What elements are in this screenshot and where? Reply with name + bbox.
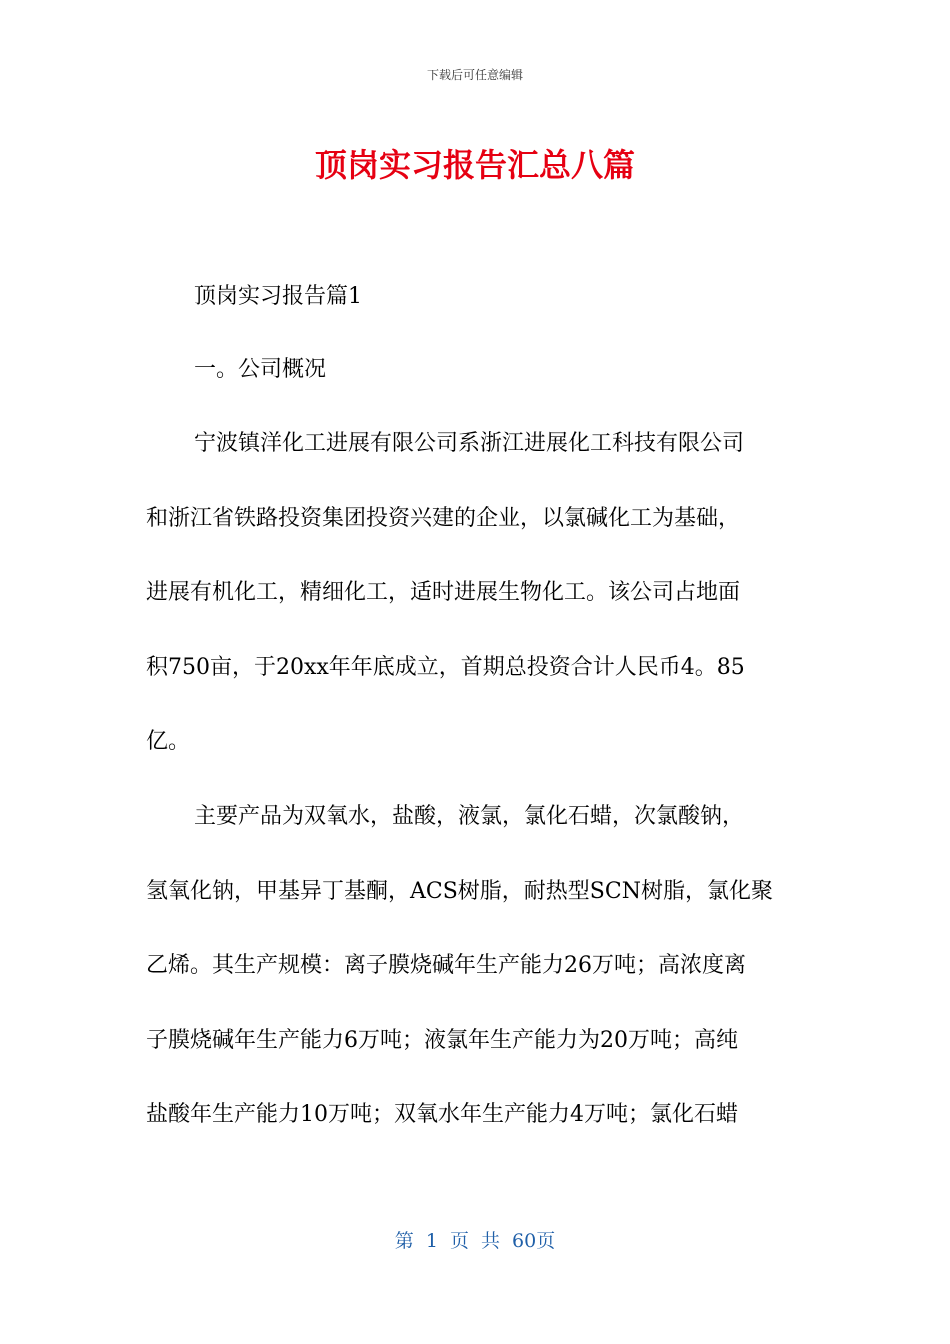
paragraph-line: 亿。 [146, 729, 191, 754]
section-heading: 顶岗实习报告篇1 [194, 284, 362, 309]
header-note: 下载后可任意编辑 [426, 68, 523, 82]
paragraph-line: 和浙江省铁路投资集团投资兴建的企业，以氯碱化工为基础， [146, 506, 741, 531]
paragraph-line: 宁波镇洋化工进展有限公司系浙江进展化工科技有限公司 [194, 431, 745, 456]
paragraph-line: 进展有机化工，精细化工，适时进展生物化工。该公司占地面 [146, 580, 741, 605]
page-footer: 第 1 页 共 60页 [394, 1230, 556, 1252]
paragraph-line: 主要产品为双氧水，盐酸，液氯，氯化石蜡，次氯酸钠， [194, 804, 745, 829]
document-title: 顶岗实习报告汇总八篇 [314, 146, 635, 184]
subsection-heading: 一。公司概况 [194, 357, 327, 382]
paragraph-line: 盐酸年生产能力10万吨；双氧水年生产能力4万吨；氯化石蜡 [146, 1102, 738, 1127]
paragraph-line: 积750亩，于20xx年年底成立，首期总投资合计人民币4。85 [146, 655, 745, 680]
paragraph-line: 乙烯。其生产规模：离子膜烧碱年生产能力26万吨；高浓度离 [146, 953, 746, 978]
paragraph-line: 氢氧化钠，甲基异丁基酮，ACS树脂，耐热型SCN树脂，氯化聚 [146, 879, 773, 904]
paragraph-line: 子膜烧碱年生产能力6万吨；液氯年生产能力为20万吨；高纯 [146, 1028, 738, 1053]
